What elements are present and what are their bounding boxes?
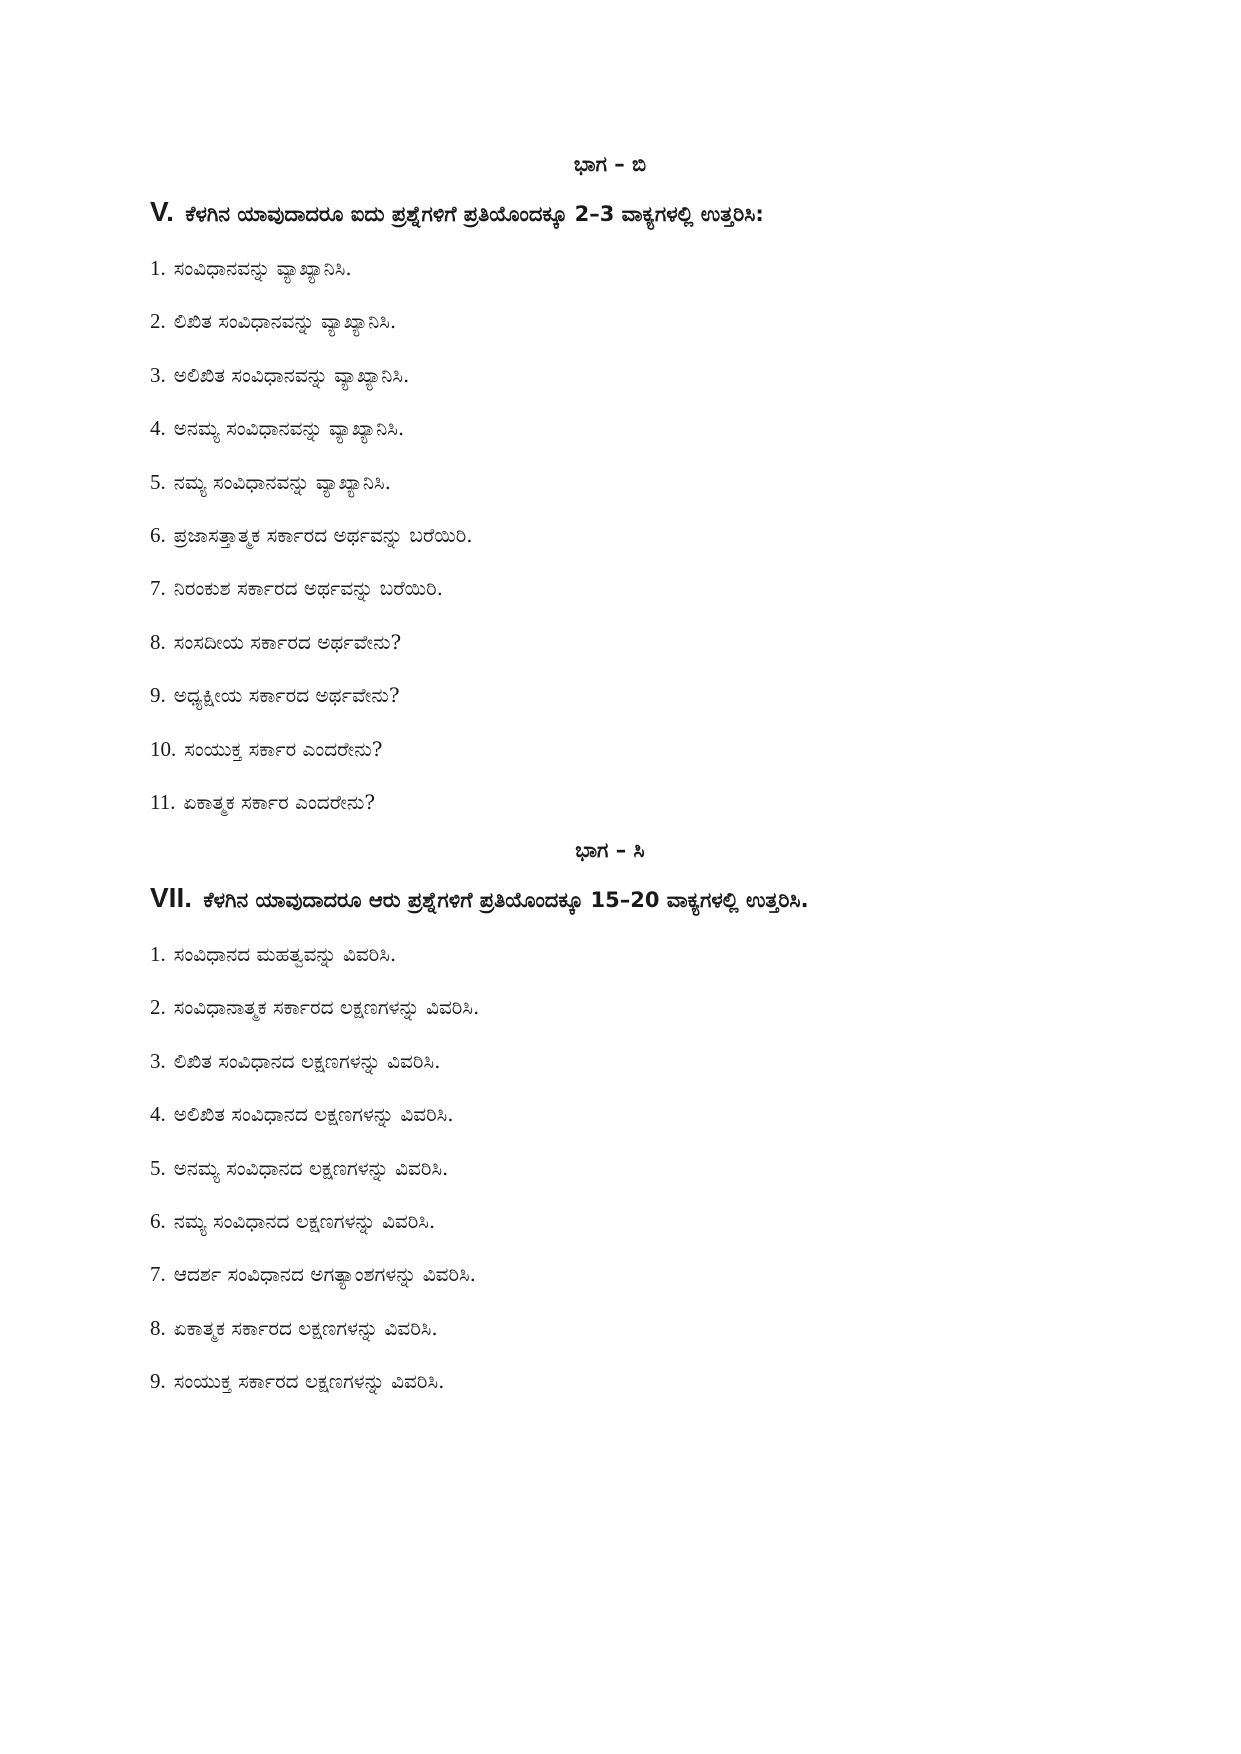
question-item [150, 562, 1150, 615]
question-number: 1. [150, 942, 166, 966]
question-number: 10. [150, 736, 177, 761]
question-number: 5. [150, 1155, 166, 1180]
question-number: 8. [150, 1315, 166, 1340]
question-item [150, 1035, 1150, 1088]
question-text: ಅನಮ್ಯ ಸಂವಿಧಾನವನ್ನು ವ್ಯಾಖ್ಯಾನಿಸಿ. [173, 416, 405, 441]
question-text: ಸಂಯುಕ್ತ ಸರ್ಕಾರ ಎಂದರೇನು? [184, 736, 383, 761]
question-item [150, 349, 1150, 402]
question-text: ನಮ್ಯ ಸಂವಿಧಾನದ ಲಕ್ಷಣಗಳನ್ನು ವಿವರಿಸಿ. [173, 1208, 436, 1233]
question-text: ಲಿಖಿತ ಸಂವಿಧಾನವನ್ನು ವ್ಯಾಖ್ಯಾನಿಸಿ. [173, 309, 397, 334]
question-item [150, 1142, 1150, 1195]
section-c-question-list [150, 928, 1150, 1409]
question-number: 7. [150, 1262, 166, 1287]
section-c-instruction-text: ಕೆಳಗಿನ ಯಾವುದಾದರೂ ಆರು ಪ್ರಶ್ನೆಗಳಿಗೆ ಪ್ರತಿಯೊಂದಕ್ಕೂ 15–20 ವಾಕ್ಯಗಳಲ್ಲಿ ಉತ್ತರಿಸಿ. [203, 888, 809, 912]
question-number: 7. [150, 576, 166, 601]
question-text: ನಮ್ಯ ಸಂವಿಧಾನವನ್ನು ವ್ಯಾಖ್ಯಾನಿಸಿ. [173, 469, 392, 494]
section-b-title: ಭಾಗ – ಬಿ [573, 152, 647, 176]
section-b-instruction [150, 194, 1150, 230]
question-item [150, 981, 1150, 1034]
section-c-roman-numeral: VII. [150, 882, 193, 913]
question-item [150, 1302, 1150, 1355]
question-text: ಪ್ರಜಾಸತ್ತಾತ್ಮಕ ಸರ್ಕಾರದ ಅರ್ಥವನ್ನು ಬರೆಯಿರಿ. [173, 522, 473, 547]
section-c-instruction [150, 880, 1150, 916]
section-c-title: ಭಾಗ – ಸಿ [575, 838, 645, 862]
question-text: ಅಧ್ಯಕ್ಷೀಯ ಸರ್ಕಾರದ ಅರ್ಥವೇನು? [173, 683, 400, 708]
question-text: ಅಲಿಖಿತ ಸಂವಿಧಾನದ ಲಕ್ಷಣಗಳನ್ನು ವಿವರಿಸಿ. [173, 1102, 454, 1127]
question-number: 11. [150, 789, 176, 814]
question-item [150, 456, 1150, 509]
section-c [150, 836, 1150, 1409]
question-number: 2. [150, 309, 166, 334]
question-number: 8. [150, 629, 166, 654]
question-item [150, 723, 1150, 776]
question-text: ಏಕಾತ್ಮಕ ಸರ್ಕಾರದ ಲಕ್ಷಣಗಳನ್ನು ವಿವರಿಸಿ. [173, 1315, 438, 1340]
question-text: ಆದರ್ಶ ಸಂವಿಧಾನದ ಅಗತ್ಯಾಂಶಗಳನ್ನು ವಿವರಿಸಿ. [173, 1262, 477, 1287]
question-number: 6. [150, 1208, 166, 1233]
section-b-roman-numeral: V. [150, 196, 174, 227]
question-number: 5. [150, 469, 166, 494]
question-item [150, 669, 1150, 722]
question-number: 2. [150, 995, 166, 1020]
question-item [150, 776, 1150, 829]
question-number: 9. [150, 683, 166, 708]
question-number: 4. [150, 1102, 166, 1127]
question-item [150, 1088, 1150, 1141]
section-b-instruction-text: ಕೆಳಗಿನ ಯಾವುದಾದರೂ ಐದು ಪ್ರಶ್ನೆಗಳಿಗೆ ಪ್ರತಿಯೊಂದಕ್ಕೂ 2–3 ವಾಕ್ಯಗಳಲ್ಲಿ ಉತ್ತರಿಸಿ: [185, 202, 764, 226]
section-b-question-list [150, 242, 1150, 829]
question-text: ಲಿಖಿತ ಸಂವಿಧಾನದ ಲಕ್ಷಣಗಳನ್ನು ವಿವರಿಸಿ. [173, 1048, 441, 1073]
question-item [150, 242, 1150, 295]
question-number: 4. [150, 416, 166, 441]
section-b [150, 150, 1150, 829]
question-text: ಸಂವಿಧಾನದ ಮಹತ್ವವನ್ನು ವಿವರಿಸಿ. [173, 942, 397, 966]
question-text: ಅಲಿಖಿತ ಸಂವಿಧಾನವನ್ನು ವ್ಯಾಖ್ಯಾನಿಸಿ. [173, 362, 410, 387]
question-text: ಅನಮ್ಯ ಸಂವಿಧಾನದ ಲಕ್ಷಣಗಳನ್ನು ವಿವರಿಸಿ. [173, 1155, 449, 1180]
question-item [150, 1195, 1150, 1248]
question-item [150, 509, 1150, 562]
question-number: 6. [150, 522, 166, 547]
question-text: ಏಕಾತ್ಮಕ ಸರ್ಕಾರ ಎಂದರೇನು? [183, 789, 376, 814]
question-text: ಸಂವಿಧಾನವನ್ನು ವ್ಯಾಖ್ಯಾನಿಸಿ. [173, 256, 352, 280]
question-number: 1. [150, 256, 166, 280]
question-item [150, 616, 1150, 669]
question-text: ಸಂವಿಧಾನಾತ್ಮಕ ಸರ್ಕಾರದ ಲಕ್ಷಣಗಳನ್ನು ವಿವರಿಸಿ. [173, 995, 480, 1020]
question-item [150, 1248, 1150, 1301]
question-item [150, 1355, 1150, 1408]
question-number: 3. [150, 362, 166, 387]
question-number: 3. [150, 1048, 166, 1073]
question-item [150, 928, 1150, 981]
question-item [150, 402, 1150, 455]
question-item [150, 295, 1150, 348]
question-number: 9. [150, 1369, 166, 1394]
question-text: ಸಂಸದೀಯ ಸರ್ಕಾರದ ಅರ್ಥವೇನು? [173, 629, 402, 654]
question-text: ಸಂಯುಕ್ತ ಸರ್ಕಾರದ ಲಕ್ಷಣಗಳನ್ನು ವಿವರಿಸಿ. [173, 1369, 445, 1394]
question-text: ನಿರಂಕುಶ ಸರ್ಕಾರದ ಅರ್ಥವನ್ನು ಬರೆಯಿರಿ. [173, 576, 444, 601]
